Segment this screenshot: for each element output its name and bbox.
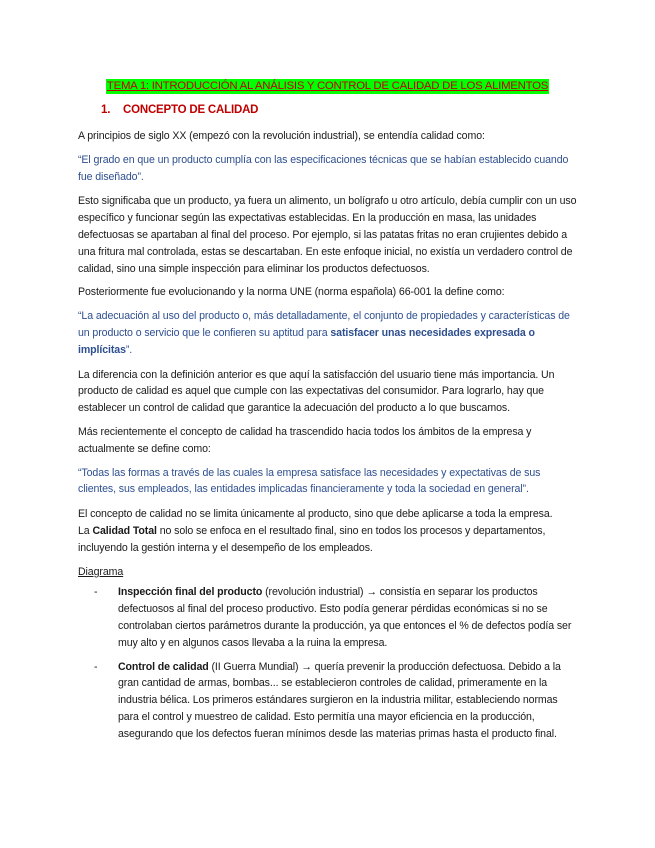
- diagram-list: [78, 584, 577, 742]
- section-label: CONCEPTO DE CALIDAD: [123, 104, 259, 116]
- bullet-title: Control de calidad: [118, 660, 209, 673]
- calidad-total-bold: Calidad Total: [92, 524, 157, 537]
- list-item: [78, 584, 577, 651]
- diagram-heading: Diagrama: [78, 565, 124, 578]
- paragraph-5: Más recientemente el concepto de calidad ha trascendido hacia todos los ámbitos de la empresa y actualmente se define como:: [78, 425, 532, 455]
- paragraph-6-pre: La: [78, 524, 93, 537]
- document-title: TEMA 1: INTRODUCCIÓN AL ANÁLISIS Y CONTROL DE CALIDAD DE LOS ALIMENTOS: [106, 80, 549, 92]
- quote-2-bold: satisfacer unas necesidades expresada o implícitas: [78, 326, 535, 356]
- title-wrap: [78, 76, 577, 94]
- bullet-title: Inspección final del producto: [118, 586, 263, 599]
- paragraph-3: Posteriormente fue evolucionando y la norma UNE (norma española) 66-001 la define como:: [78, 286, 505, 299]
- section-number: 1.: [101, 104, 111, 116]
- paragraph-1: A principios de siglo XX (empezó con la revolución industrial), se entendía calidad como:: [78, 130, 485, 142]
- paragraph-6: [78, 506, 577, 556]
- list-item: [78, 659, 577, 743]
- bullet-text: (revolución industrial) → consistía en separar los productos defectuosos al final del proceso productivo. Esto podía generar pérdidas económicas si no se controlaban ciertos parámetros durante la producción, ya que entonces el % de defectos podía ser muy alto y en algunos casos llevaba a la ruina la empresa.: [118, 586, 572, 649]
- quote-2: [78, 308, 577, 358]
- paragraph-6-line1: El concepto de calidad no se limita únicamente al producto, sino que debe aplicarse a toda la empresa.: [78, 508, 553, 521]
- paragraph-4: La diferencia con la definición anterior es que aquí la satisfacción del usuario tiene más importancia. Un producto de calidad es aquel que cumple con las expectativas del consumidor. Para lograrlo, hay que establecer un control de calidad que garantice la adecuación del producto a lo que buscamos.: [78, 368, 555, 415]
- paragraph-2: Esto significaba que un producto, ya fuera un alimento, un bolígrafo u otro artículo, debía cumplir con un uso específico y funcionar según las expectativas establecidas. En la producción en masa, las unidades defectuosas se apartaban al final del proceso. Por ejemplo, si las patatas fritas no eran crujientes debido a una fritura mal controlada, estas se descartaban. En este enfoque inicial, no existía un verdadero control de calidad, sino una simple inspección para eliminar los productos defectuosos.: [78, 195, 577, 275]
- bullet-dash: -: [94, 586, 98, 599]
- section-heading: [101, 103, 577, 118]
- quote-3: “Todas las formas a través de las cuales la empresa satisface las necesidades y expectativas de sus clientes, sus empleados, las entidades implicadas financieramente y toda la sociedad en general”.: [78, 466, 541, 496]
- quote-2-end: ”.: [125, 343, 133, 356]
- bullet-text: (II Guerra Mundial) → quería prevenir la producción defectuosa. Debido a la gran cantidad de armas, bombas... se establecieron controles de calidad, primeramente en la industria bélica. Los primeros estándares surgieron en la industria militar, estableciendo normas para el control y muestreo de calidad. Esto permitía una mayor eficiencia en la producción, asegurando que los defectos fueran mínimos desde las materias primas hasta el producto final.: [118, 660, 561, 740]
- bullet-dash: -: [94, 660, 98, 673]
- paragraph-6-post: no solo se enfoca en el resultado final, sino en todos los procesos y departamentos, incluyendo la gestión interna y el desempeño de los empleados.: [78, 524, 546, 554]
- quote-1: “El grado en que un producto cumplía con las especificaciones técnicas que se habían establecido cuando fue diseñado”.: [78, 153, 569, 183]
- quote-2-text: “La adecuación al uso del producto o, más detalladamente, el conjunto de propiedades y características de un producto o servicio que le confieren su aptitud para: [78, 310, 570, 339]
